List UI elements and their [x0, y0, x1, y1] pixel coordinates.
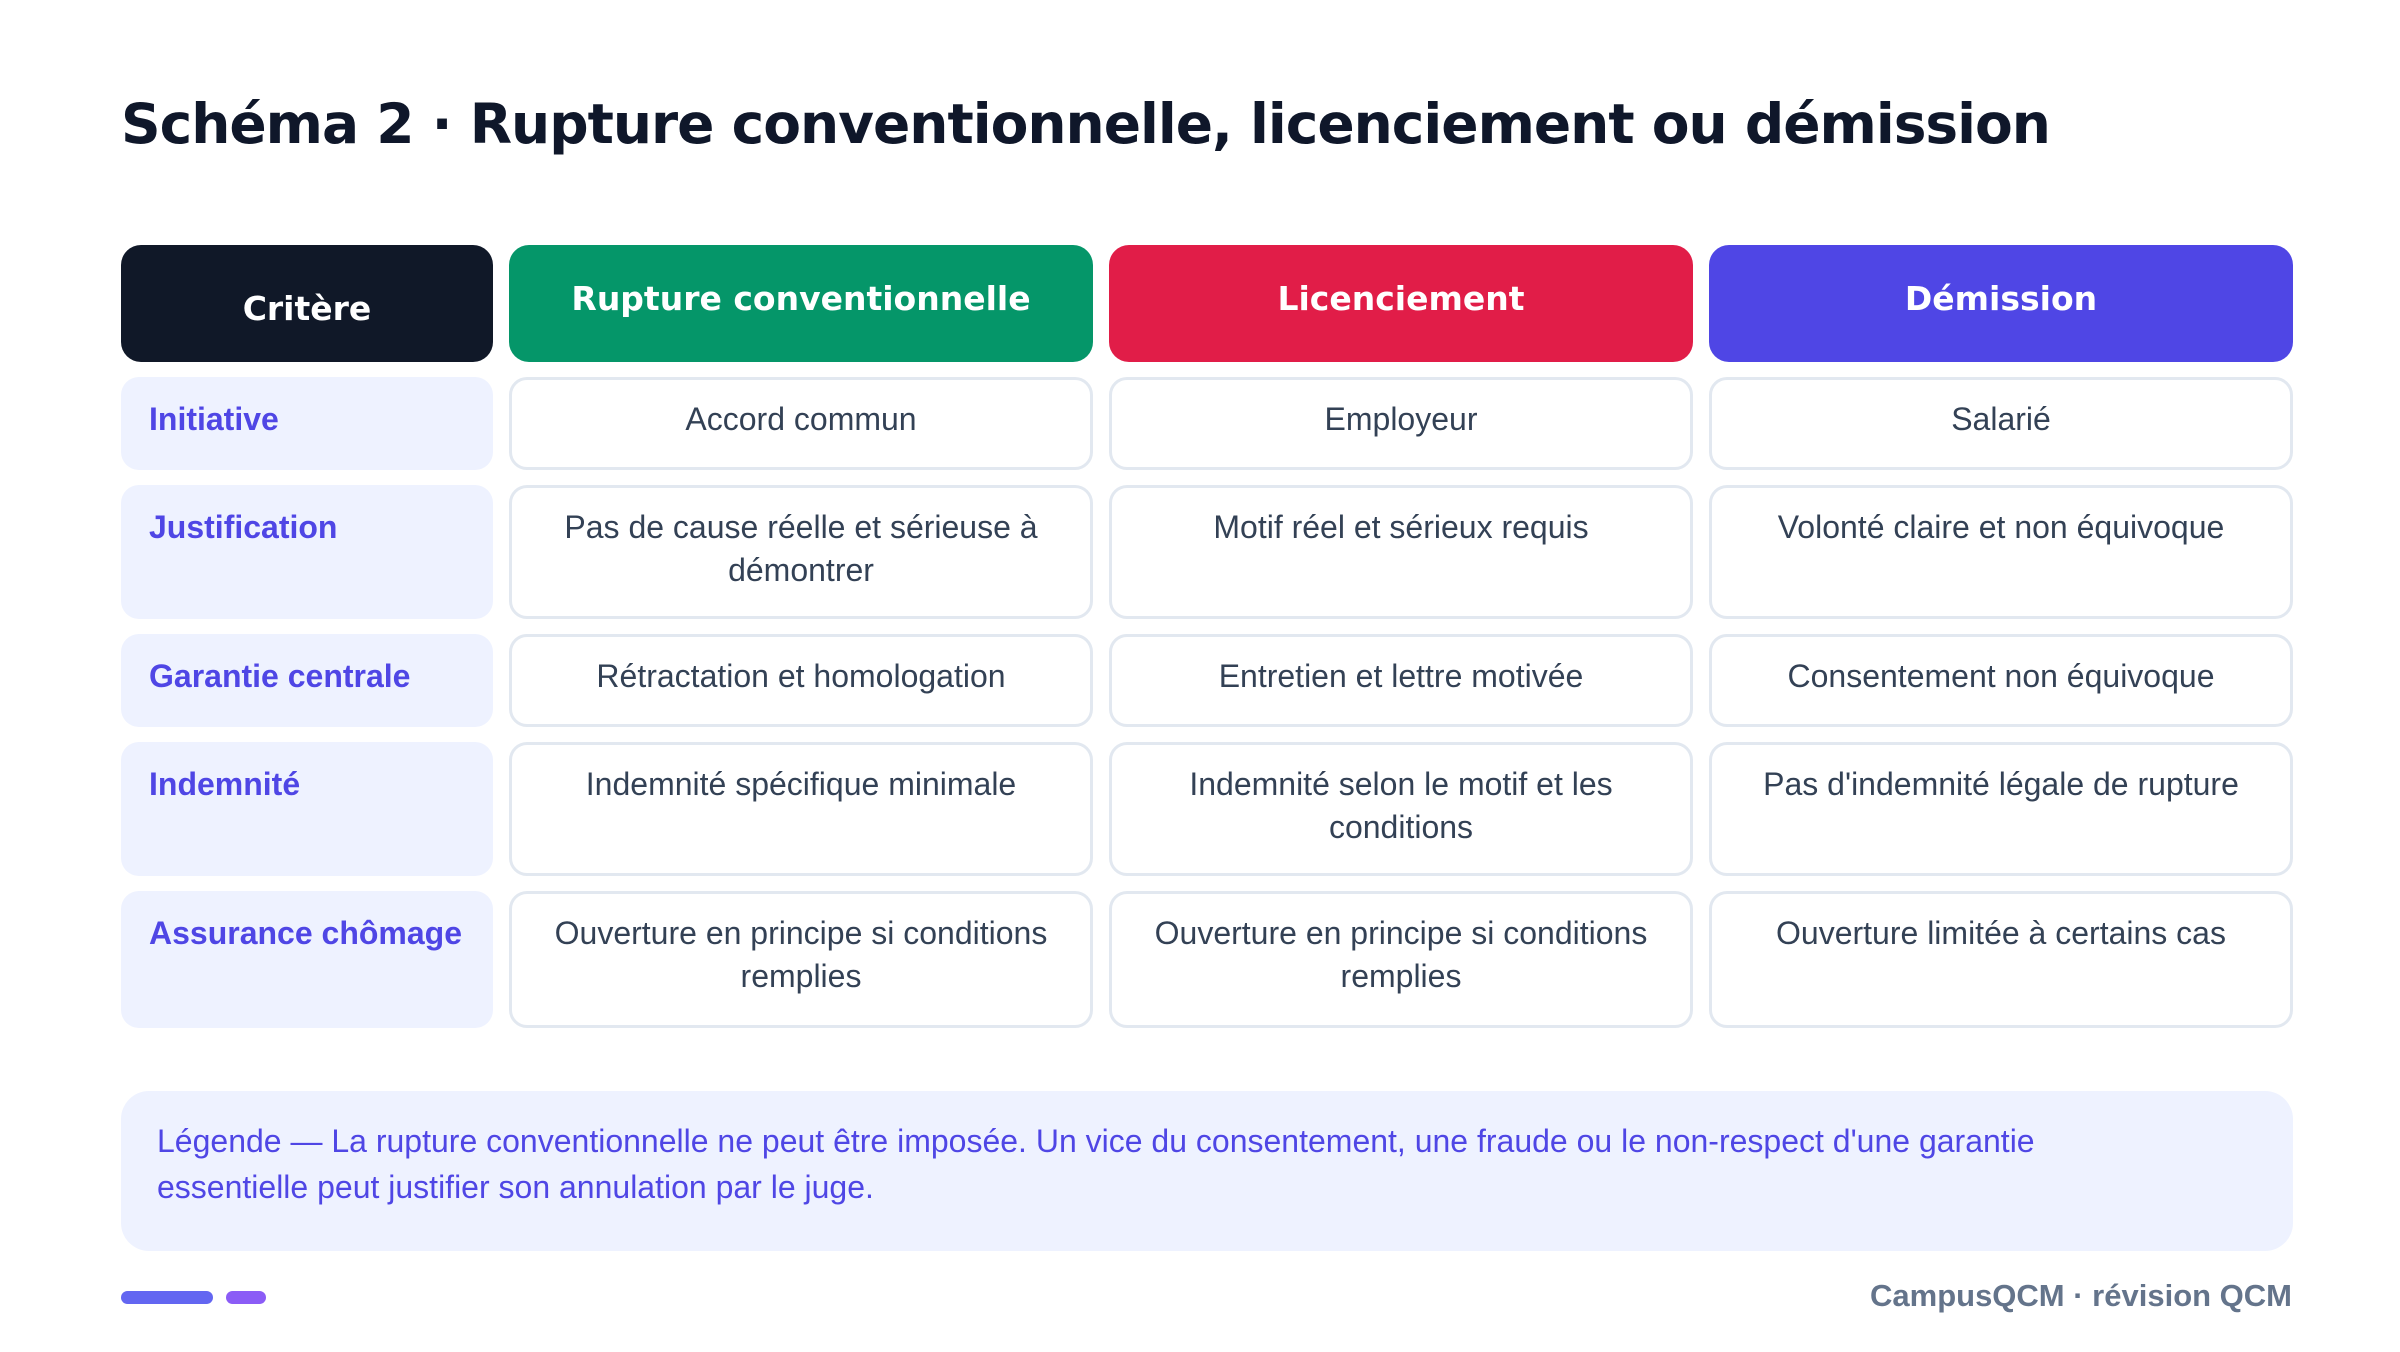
- footer-brand: CampusQCM · révision QCM: [1870, 1278, 2292, 1313]
- row-label-initiative: Initiative: [121, 377, 493, 470]
- header-licenciement: Licenciement: [1109, 245, 1693, 362]
- cell-assurance-rupture: Ouverture en principe si conditions remplies: [509, 891, 1093, 1028]
- cell-justification-rupture: Pas de cause réelle et sérieuse à démontrer: [509, 485, 1093, 619]
- cell-garantie-rupture: Rétractation et homologation: [509, 634, 1093, 727]
- header-criterion: Critère: [121, 245, 493, 362]
- page-title: Schéma 2 · Rupture conventionnelle, licenciement ou démission: [121, 92, 2050, 156]
- cell-garantie-licenciement: Entretien et lettre motivée: [1109, 634, 1693, 727]
- cell-indemnite-demission: Pas d'indemnité légale de rupture: [1709, 742, 2293, 876]
- cell-assurance-demission: Ouverture limitée à certains cas: [1709, 891, 2293, 1028]
- comparison-table: [121, 245, 2285, 1032]
- cell-indemnite-licenciement: Indemnité selon le motif et les conditions: [1109, 742, 1693, 876]
- cell-assurance-licenciement: Ouverture en principe si conditions remplies: [1109, 891, 1693, 1028]
- decorative-bar-primary: [121, 1291, 213, 1304]
- header-rupture-conventionnelle: Rupture conventionnelle: [509, 245, 1093, 362]
- cell-initiative-demission: Salarié: [1709, 377, 2293, 470]
- header-demission: Démission: [1709, 245, 2293, 362]
- cell-garantie-demission: Consentement non équivoque: [1709, 634, 2293, 727]
- decorative-bar-secondary: [226, 1291, 266, 1304]
- row-label-assurance-chomage: Assurance chômage: [121, 891, 493, 1028]
- cell-justification-licenciement: Motif réel et sérieux requis: [1109, 485, 1693, 619]
- cell-initiative-licenciement: Employeur: [1109, 377, 1693, 470]
- row-label-indemnite: Indemnité: [121, 742, 493, 876]
- legend-text: Légende — La rupture conventionnelle ne peut être imposée. Un vice du consentement, une fraude ou le non-respect d'une garantie essentielle peut justifier son annulation par le juge.: [157, 1123, 2035, 1205]
- row-label-justification: Justification: [121, 485, 493, 619]
- cell-indemnite-rupture: Indemnité spécifique minimale: [509, 742, 1093, 876]
- cell-justification-demission: Volonté claire et non équivoque: [1709, 485, 2293, 619]
- row-label-garantie-centrale: Garantie centrale: [121, 634, 493, 727]
- legend-box: [121, 1091, 2293, 1251]
- cell-initiative-rupture: Accord commun: [509, 377, 1093, 470]
